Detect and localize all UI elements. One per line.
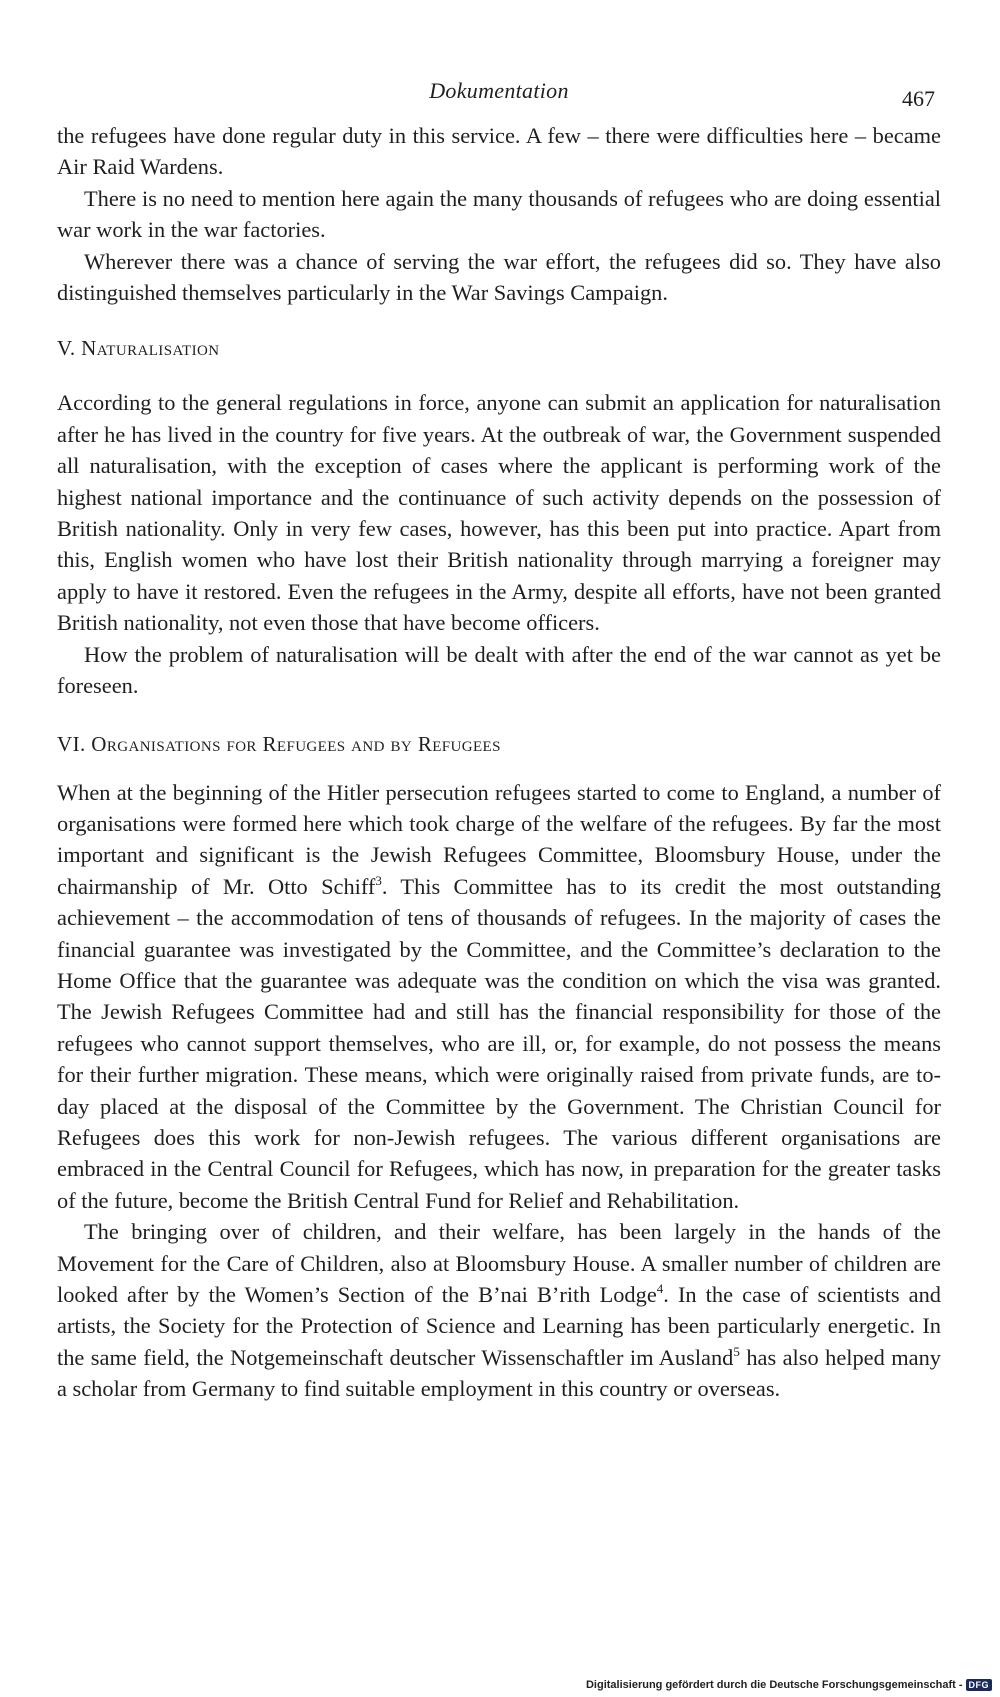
paragraph-organisations-2: [57, 1216, 941, 1404]
paragraph-continued: the refugees have done regular duty in this service. A few – there were difficulties here – became Air Raid Wardens.: [57, 123, 941, 180]
dfg-logo-icon: DFG: [966, 1679, 993, 1691]
footnote-ref-3[interactable]: 3: [375, 872, 382, 888]
running-head: [57, 72, 941, 120]
paragraph-naturalisation-2: How the problem of naturalisation will be dealt with after the end of the war cannot as yet be foreseen.: [57, 641, 941, 699]
text-run: When at the beginning of the Hitler persecution refugees started to come to England, a number of organisations were formed here which took charge of the welfare of the refugees. By far the most important and significant is the Jewish Refugees Committee, Bloomsbury House, under the chairmanship of Mr. Otto Schiff: [57, 779, 941, 899]
paragraph-naturalisation-1: According to the general regulations in force, anyone can submit an application for naturalisation after he has lived in the country for five years. At the outbreak of war, the Government suspended all naturalisation, with the exception of cases where the applicant is performing work of the highest national importance and the continuance of such activity depends on the possession of British nationality. Only in very few cases, however, has this been put into practice. Apart from this, English women who have lost their British nationality through marrying a foreigner may apply to have it restored. Even the refugees in the Army, despite all efforts, have not been granted British nationality, not even those that have become officers.: [57, 390, 941, 636]
digitization-credit: [586, 1679, 992, 1691]
document-page: [57, 72, 941, 1405]
paragraph-war-effort: Wherever there was a chance of serving the war effort, the refugees did so. They have also distinguished themselves particularly in the War Savings Campaign.: [57, 248, 941, 306]
running-title: Dokumentation: [429, 78, 569, 103]
section-number: V.: [57, 336, 76, 361]
paragraph-war-work: There is no need to mention here again the many thousands of refugees who are doing essential war work in the war factories.: [57, 185, 941, 243]
footnote-ref-5[interactable]: 5: [733, 1343, 740, 1359]
section-heading-organisations: [57, 732, 941, 757]
page-number: 467: [902, 86, 935, 111]
text-run: The bringing over of children, and their welfare, has been largely in the hands of the Movement for the Care of Children, also at Bloomsbury House. A smaller number of children are looked after by the Women’s Section of the B’nai B’rith Lodge: [57, 1219, 941, 1307]
text-run: . In the case of scientists and artists, the Society for the Protection of Science and Learning has been particularly energetic. In the same field, the Notgemeinschaft deutscher Wissenschaftler im Ausland: [57, 1282, 941, 1370]
section-title: Organisations for Refugees and by Refugees: [91, 731, 501, 756]
paragraph-organisations-1: [57, 777, 941, 1217]
text-run: . This Committee has to its credit the most outstanding achievement – the accommodation of tens of thousands of refugees. In the majority of cases the financial guarantee was investigated by the Committee, and the Committee’s declaration to the Home Office that the guarantee was adequate was the condition on which the visa was granted. The Jewish Refugees Committee had and still has the financial responsibility for those of the refugees who cannot support themselves, who are ill, or, for example, do not possess the means for their further migration. These means, which were originally raised from private funds, are to-day placed at the disposal of the Committee by the Government. The Christian Council for Refugees does this work for non-Jewish refugees. The various different organisations are embraced in the Central Council for Refugees, which has now, in preparation for the greater tasks of the future, become the British Central Fund for Relief and Rehabilitation.: [57, 873, 942, 1213]
section-title: Naturalisation: [81, 336, 220, 361]
section-number: VI.: [57, 731, 86, 756]
footnote-ref-4[interactable]: 4: [656, 1281, 664, 1296]
section-heading-naturalisation: [57, 336, 941, 361]
credit-text: Digitalisierung gefördert durch die Deutsche Forschungsgemeinschaft -: [585, 1679, 963, 1691]
text-run: has also helped many a scholar from Germany to find suitable employment in this country or overseas.: [57, 1344, 941, 1402]
